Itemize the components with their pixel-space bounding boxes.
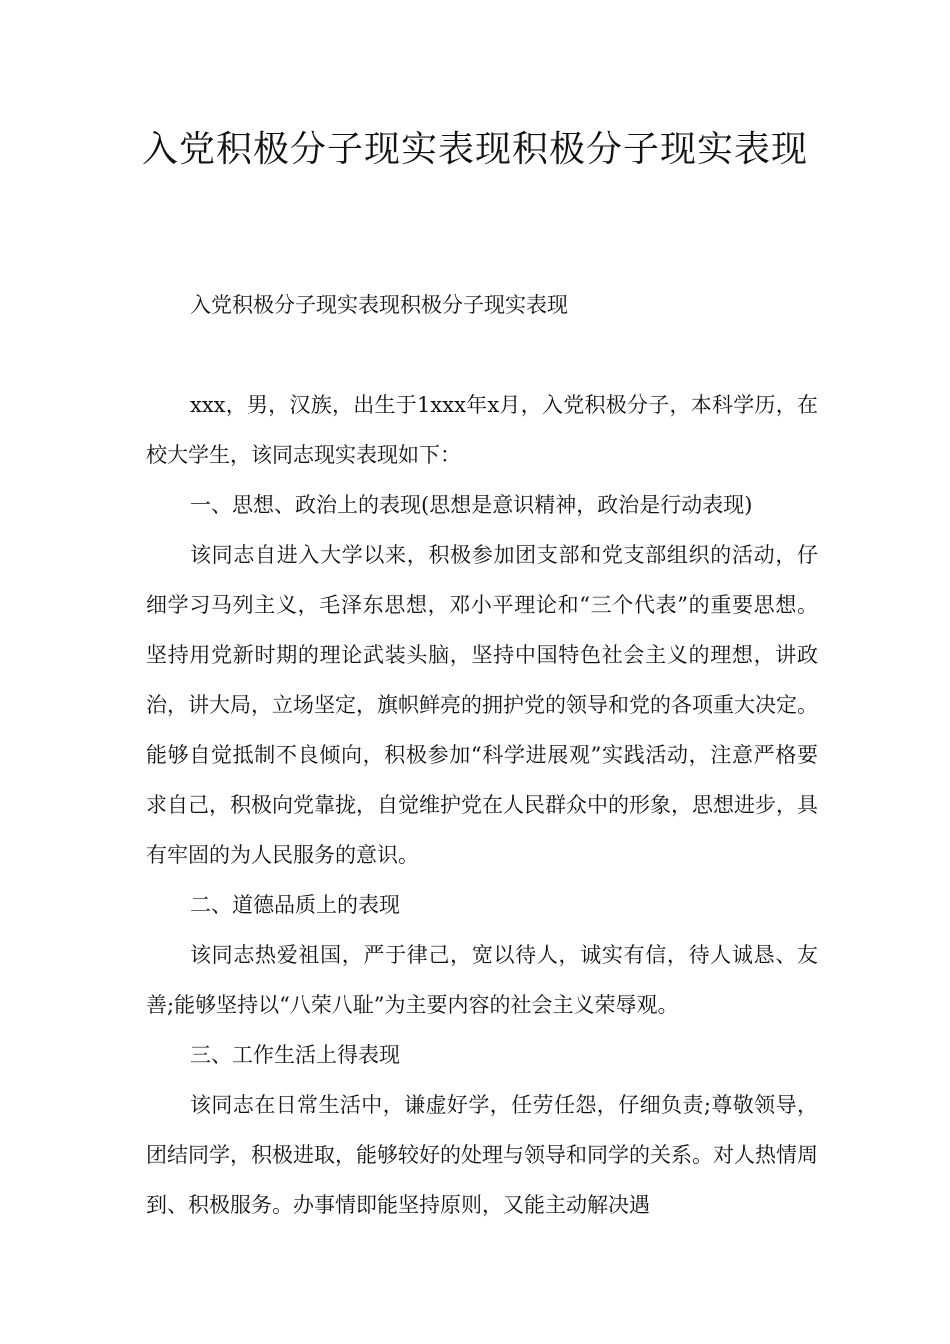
section-heading-2: 二、道德品质上的表现 bbox=[190, 893, 400, 917]
document-subtitle: 入党积极分子现实表现积极分子现实表现 bbox=[190, 293, 568, 317]
section-heading-3: 三、工作生活上得表现 bbox=[190, 1043, 400, 1067]
paragraph-work-life: 该同志在日常生活中，谦虚好学，任劳任怨，仔细负责;尊敬领导，团结同学，积极进取，能够较好的处理与领导和同学的关系。对人热情周到、积极服务。办事情即能坚持原则，又能主动解决遇 bbox=[146, 1093, 818, 1217]
section-heading-1: 一、思想、政治上的表现(思想是意识精神，政治是行动表现) bbox=[190, 493, 753, 517]
paragraph-intro: xxx，男，汉族，出生于1xxx年x月，入党积极分子，本科学历，在校大学生，该同志现实表现如下： bbox=[146, 393, 818, 467]
paragraph-moral: 该同志热爱祖国，严于律己，宽以待人，诚实有信，待人诚恳、友善;能够坚持以“八荣八耻”为主要内容的社会主义荣辱观。 bbox=[146, 943, 818, 1017]
document-body bbox=[146, 280, 818, 1230]
paragraph-political: 该同志自进入大学以来，积极参加团支部和党支部组织的活动，仔细学习马列主义，毛泽东思想，邓小平理论和“三个代表”的重要思想。坚持用党新时期的理论武装头脑，坚持中国特色社会主义的理想，讲政治，讲大局，立场坚定，旗帜鲜亮的拥护党的领导和党的各项重大决定。能够自觉抵制不良倾向，积极参加“科学进展观”实践活动，注意严格要求自己，积极向党靠拢，自觉维护党在人民群众中的形象，思想进步，具有牢固的为人民服务的意识。 bbox=[146, 543, 818, 867]
document-title: 入党积极分子现实表现积极分子现实表现 bbox=[141, 129, 808, 170]
